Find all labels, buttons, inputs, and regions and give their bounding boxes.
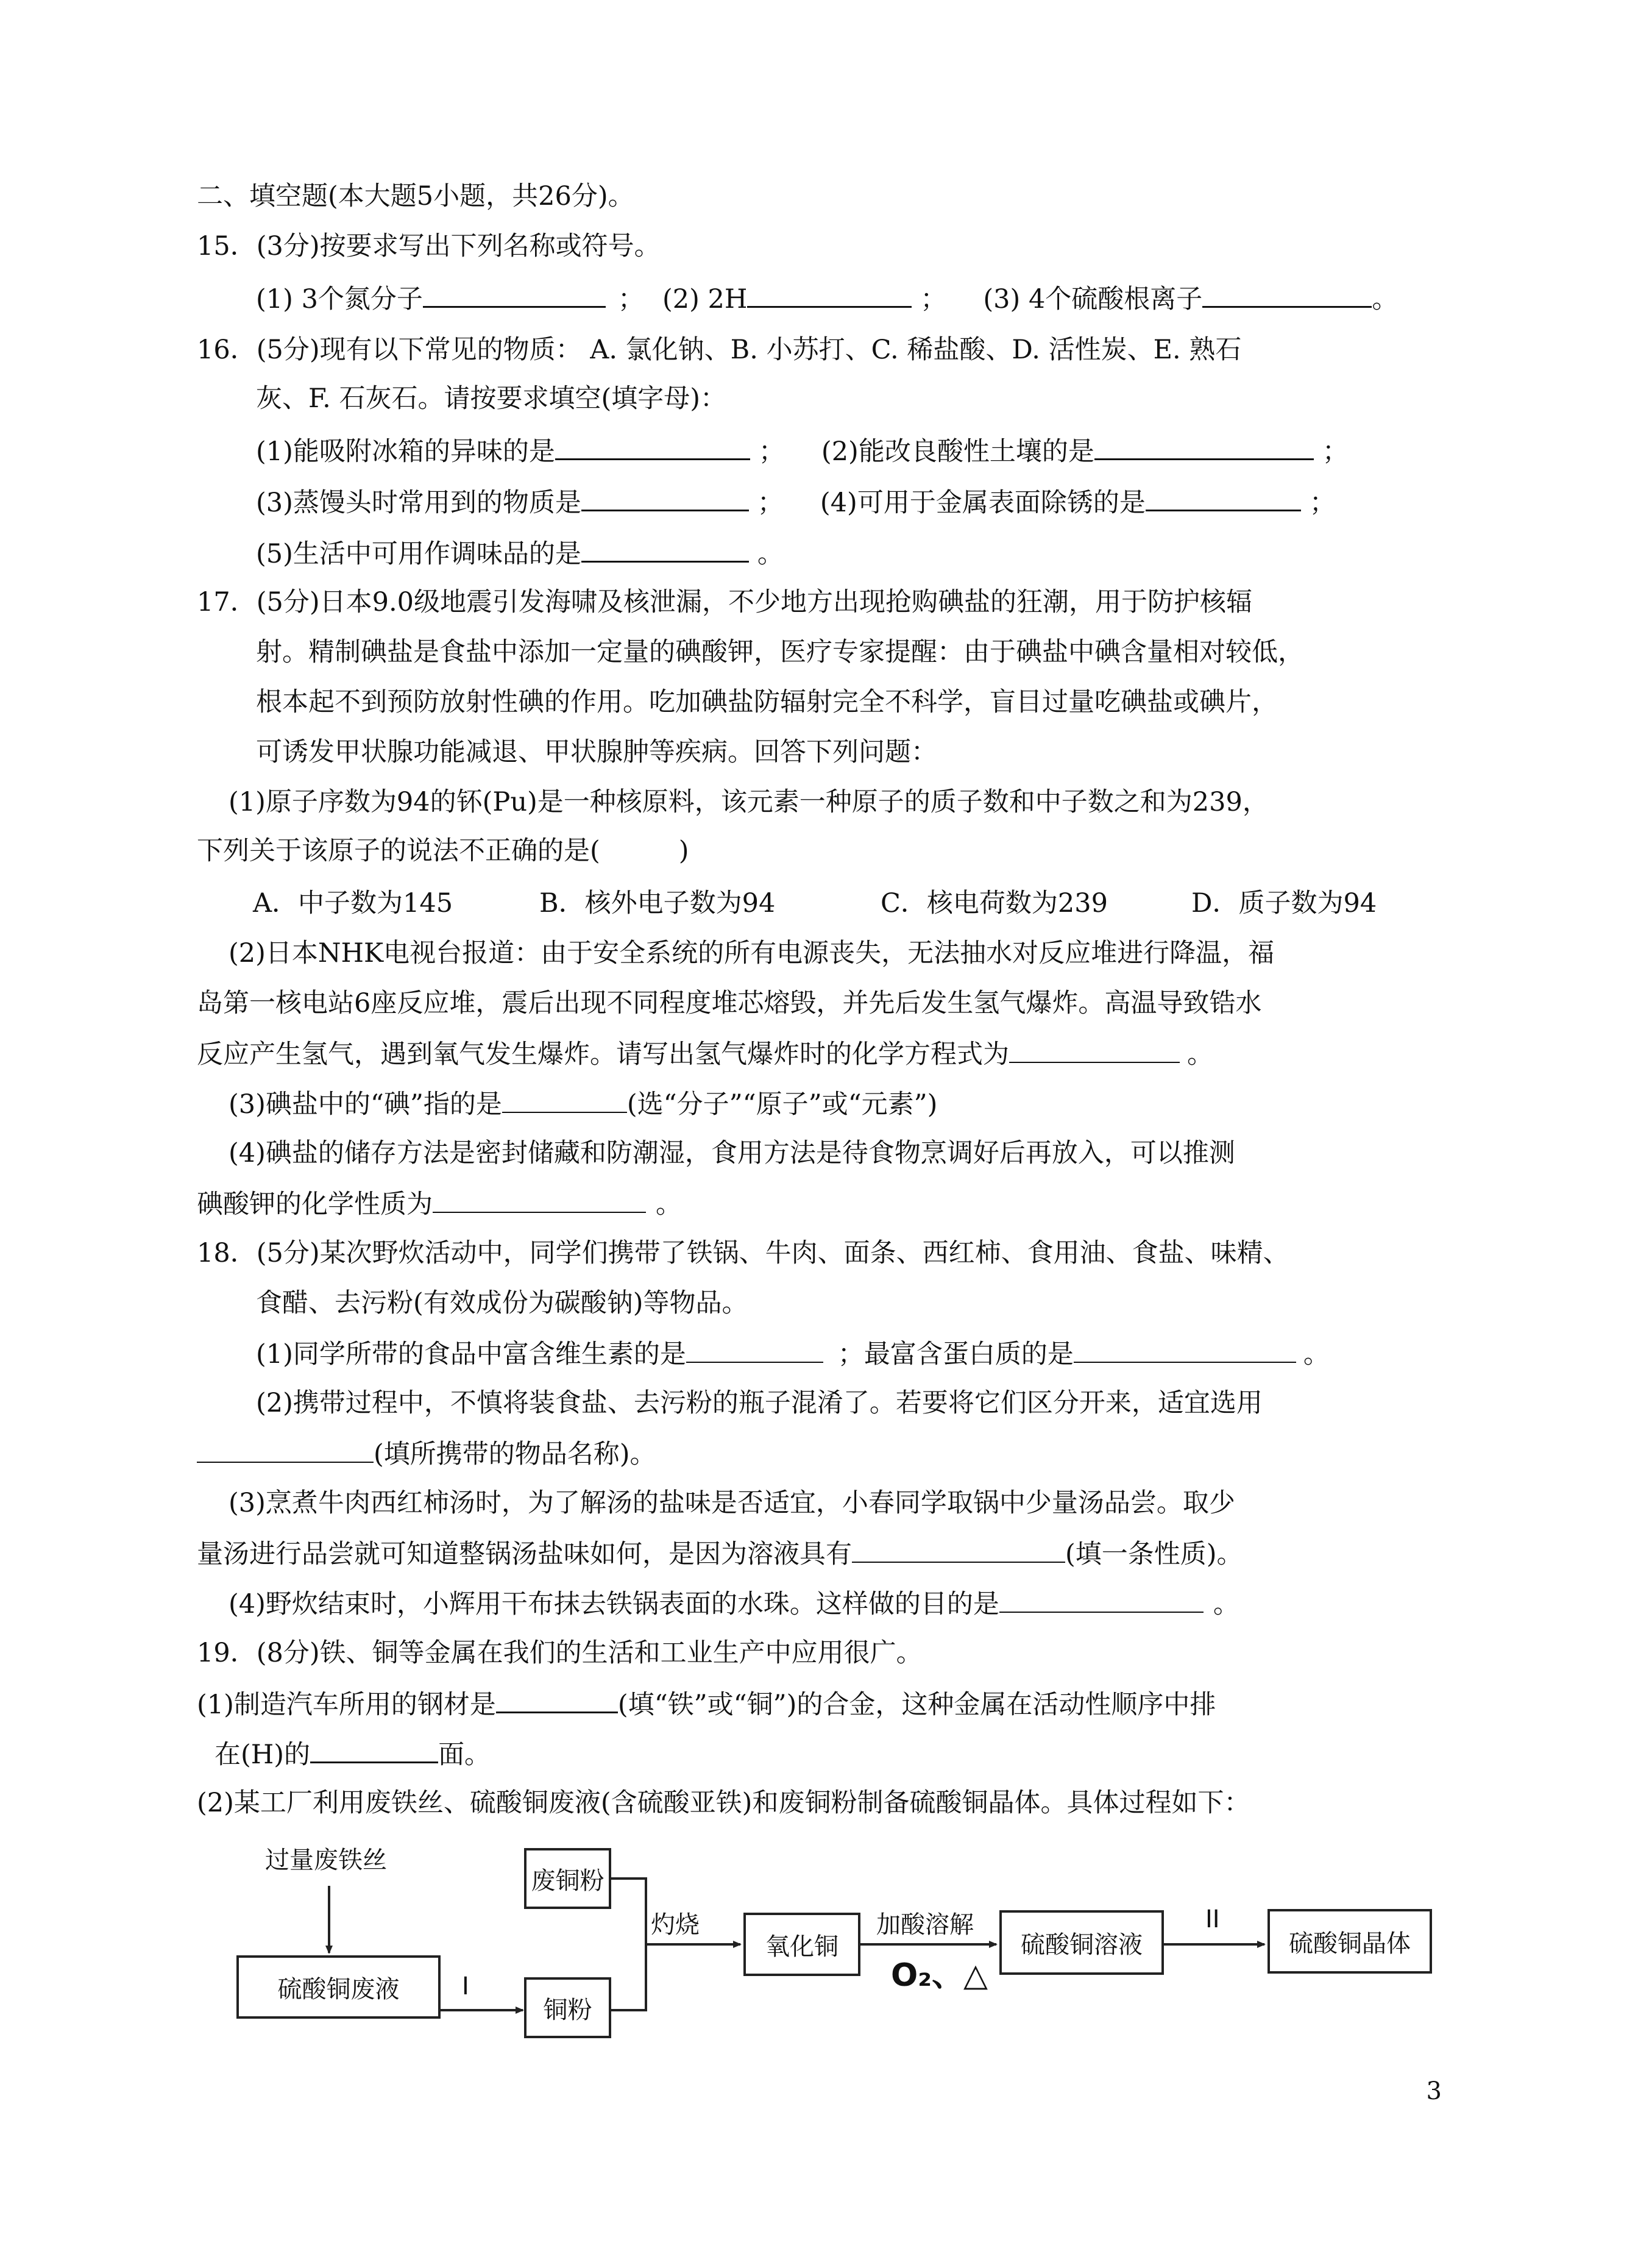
page-number: 3 xyxy=(1426,2077,1442,2105)
flow-waste-liquid-text: 硫酸铜废液 xyxy=(277,1975,400,2003)
q16-semi2: ； xyxy=(1322,436,1349,467)
q17-sub2-end: 。 xyxy=(1187,1039,1213,1070)
q16-semi4: ； xyxy=(1309,488,1336,518)
q15-part3: (3) 4个硫酸根离子 xyxy=(983,284,1203,315)
q15-part2: (2) 2H xyxy=(662,284,748,315)
q19-sub1-text: (1)制造汽车所用的钢材是 xyxy=(197,1690,496,1720)
flow-solution-text: 硫酸铜溶液 xyxy=(1021,1930,1143,1959)
flow-iron-label: 过量废铁丝 xyxy=(265,1846,387,1874)
flow-box-waste-liquid xyxy=(236,1955,441,2019)
q18-sub4-text: (4)野炊结束时，小辉用干布抹去铁锅表面的水珠。这样做的目的是 xyxy=(229,1589,999,1619)
q19-sub1-end: 面。 xyxy=(438,1740,491,1770)
q18-sub3-hint: (填一条性质)。 xyxy=(1065,1539,1243,1569)
q17-sub3-text: (3)碘盐中的“碘”指的是 xyxy=(229,1089,502,1120)
q17-sub4-line1: (4)碘盐的储存方法是密封储藏和防潮湿，食用方法是待食物烹调好后再放入，可以推测 xyxy=(229,1138,1235,1168)
q15-sep1: ； xyxy=(617,284,644,315)
flow-acid-label: 加酸溶解 xyxy=(876,1911,974,1939)
q18-line2: 食醋、去污粉(有效成份为碳酸钠)等物品。 xyxy=(256,1288,748,1318)
flow-step2-label: II xyxy=(1205,1905,1220,1933)
q17-sub4-text: 碘酸钾的化学性质为 xyxy=(197,1189,433,1220)
q19-sub2: (2)某工厂利用废铁丝、硫酸铜废液(含硫酸亚铁)和废铜粉制备硫酸铜晶体。具体过程如下： xyxy=(197,1788,1250,1818)
q17-line4: 可诱发甲状腺功能减退、甲状腺肿等疾病。回答下列问题： xyxy=(256,737,937,767)
q16-end: 。 xyxy=(757,539,784,569)
q17-option-b[interactable]: B．核外电子数为94 xyxy=(539,888,776,919)
q17-option-c[interactable]: C．核电荷数为239 xyxy=(881,888,1108,919)
q16-semi3: ； xyxy=(757,488,784,518)
q17-sub2-text: 反应产生氢气，遇到氧气发生爆炸。请写出氢气爆炸时的化学方程式为 xyxy=(197,1039,1009,1070)
flow-waste-copper-text: 废铜粉 xyxy=(531,1866,604,1895)
q15-end: 。 xyxy=(1372,284,1399,315)
flow-box-crystal xyxy=(1268,1909,1432,1974)
q16-stem-line1: 16．(5分)现有以下常见的物质： A. 氯化钠、B. 小苏打、C. 稀盐酸、D. 活性炭、E. 熟石 xyxy=(197,335,1242,365)
q19-sub1-hint: (填“铁”或“铜”)的合金，这种金属在活动性顺序中排 xyxy=(617,1690,1216,1720)
q16-part5: (5)生活中可用作调味品的是 xyxy=(256,539,581,569)
flow-box-solution xyxy=(999,1910,1164,1975)
q18-sub1-end: 。 xyxy=(1303,1339,1330,1370)
q17-sub4-end: 。 xyxy=(656,1189,682,1220)
q17-sub2-line1: (2)日本NHK电视台报道：由于安全系统的所有电源丧失，无法抽水对反应堆进行降温，福 xyxy=(229,938,1275,969)
bracket-to-burn xyxy=(611,1879,646,2010)
q17-sub1-line2: 下列关于该原子的说法不正确的是( ) xyxy=(197,836,689,866)
q15-part1: (1) 3个氮分子 xyxy=(256,284,423,315)
flow-condition-label: O₂、△ xyxy=(891,1957,988,1994)
q18-sub1-text2: ；最富含蛋白质的是 xyxy=(837,1339,1074,1370)
flow-box-copper-powder xyxy=(524,1977,611,2038)
q17-line2: 射。精制碘盐是食盐中添加一定量的碘酸钾，医疗专家提醒：由于碘盐中碘含量相对较低， xyxy=(256,637,1304,667)
q19-sub1-text2: 在(H)的 xyxy=(214,1740,311,1770)
q19-stem: 19．(8分)铁、铜等金属在我们的生活和工业生产中应用很广。 xyxy=(197,1638,923,1668)
q17-sub1-line1: (1)原子序数为94的钚(Pu)是一种核原料，该元素一种原子的质子数和中子数之和为239， xyxy=(229,787,1269,817)
q16-part1: (1)能吸附冰箱的异味的是 xyxy=(256,436,555,467)
flow-box-waste-copper xyxy=(524,1848,611,1909)
q17-line1: 17．(5分)日本9.0级地震引发海啸及核泄漏，不少地方出现抢购碘盐的狂潮，用于防护核辐 xyxy=(197,587,1253,617)
q18-sub4-end: 。 xyxy=(1213,1589,1239,1619)
q16-semi1: ； xyxy=(758,436,785,467)
flow-box-copper-oxide xyxy=(743,1913,860,1976)
q17-sub3-hint: (选“分子”“原子”或“元素”) xyxy=(626,1089,938,1120)
q16-part4: (4)可用于金属表面除锈的是 xyxy=(820,488,1146,518)
q18-sub3-line1: (3)烹煮牛肉西红柿汤时，为了解汤的盐味是否适宜，小春同学取锅中少量汤品尝。取少 xyxy=(229,1488,1235,1518)
q17-sub2-line2: 岛第一核电站6座反应堆，震后出现不同程度堆芯熔毁，并先后发生氢气爆炸。高温导致锆水 xyxy=(197,988,1262,1018)
q16-part3: (3)蒸馒头时常用到的物质是 xyxy=(256,488,581,518)
q17-option-a[interactable]: A．中子数为145 xyxy=(253,888,453,919)
q18-line1: 18．(5分)某次野炊活动中，同学们携带了铁锅、牛肉、面条、西红柿、食用油、食盐、味精、 xyxy=(197,1238,1289,1268)
q17-option-d[interactable]: D．质子数为94 xyxy=(1191,888,1377,919)
q18-sub2-hint: (填所携带的物品名称)。 xyxy=(374,1439,656,1470)
q18-sub2-line1: (2)携带过程中，不慎将装食盐、去污粉的瓶子混淆了。若要将它们区分开来，适宜选用 xyxy=(256,1388,1263,1418)
flow-copper-oxide-text: 氧化铜 xyxy=(765,1932,838,1961)
q18-sub3-text: 量汤进行品尝就可知道整锅汤盐味如何，是因为溶液具有 xyxy=(197,1539,852,1569)
q18-sub1-text: (1)同学所带的食品中富含维生素的是 xyxy=(256,1339,686,1370)
flow-crystal-text: 硫酸铜晶体 xyxy=(1289,1929,1411,1958)
flow-copper-powder-text: 铜粉 xyxy=(543,1996,592,2024)
section-title: 二、填空题(本大题5小题，共26分)。 xyxy=(197,181,634,212)
flow-burn-label: 灼烧 xyxy=(651,1911,700,1939)
q17-line3: 根本起不到预防放射性碘的作用。吃加碘盐防辐射完全不科学，盲目过量吃碘盐或碘片， xyxy=(256,687,1278,717)
flow-step1-label: I xyxy=(462,1972,469,2000)
q16-part2: (2)能改良酸性土壤的是 xyxy=(821,436,1094,467)
q15-sep2: ； xyxy=(920,284,947,315)
q15-stem: 15．(3分)按要求写出下列名称或符号。 xyxy=(197,231,661,261)
q16-stem-line2: 灰、F. 石灰石。请按要求填空(填字母)： xyxy=(256,383,727,414)
